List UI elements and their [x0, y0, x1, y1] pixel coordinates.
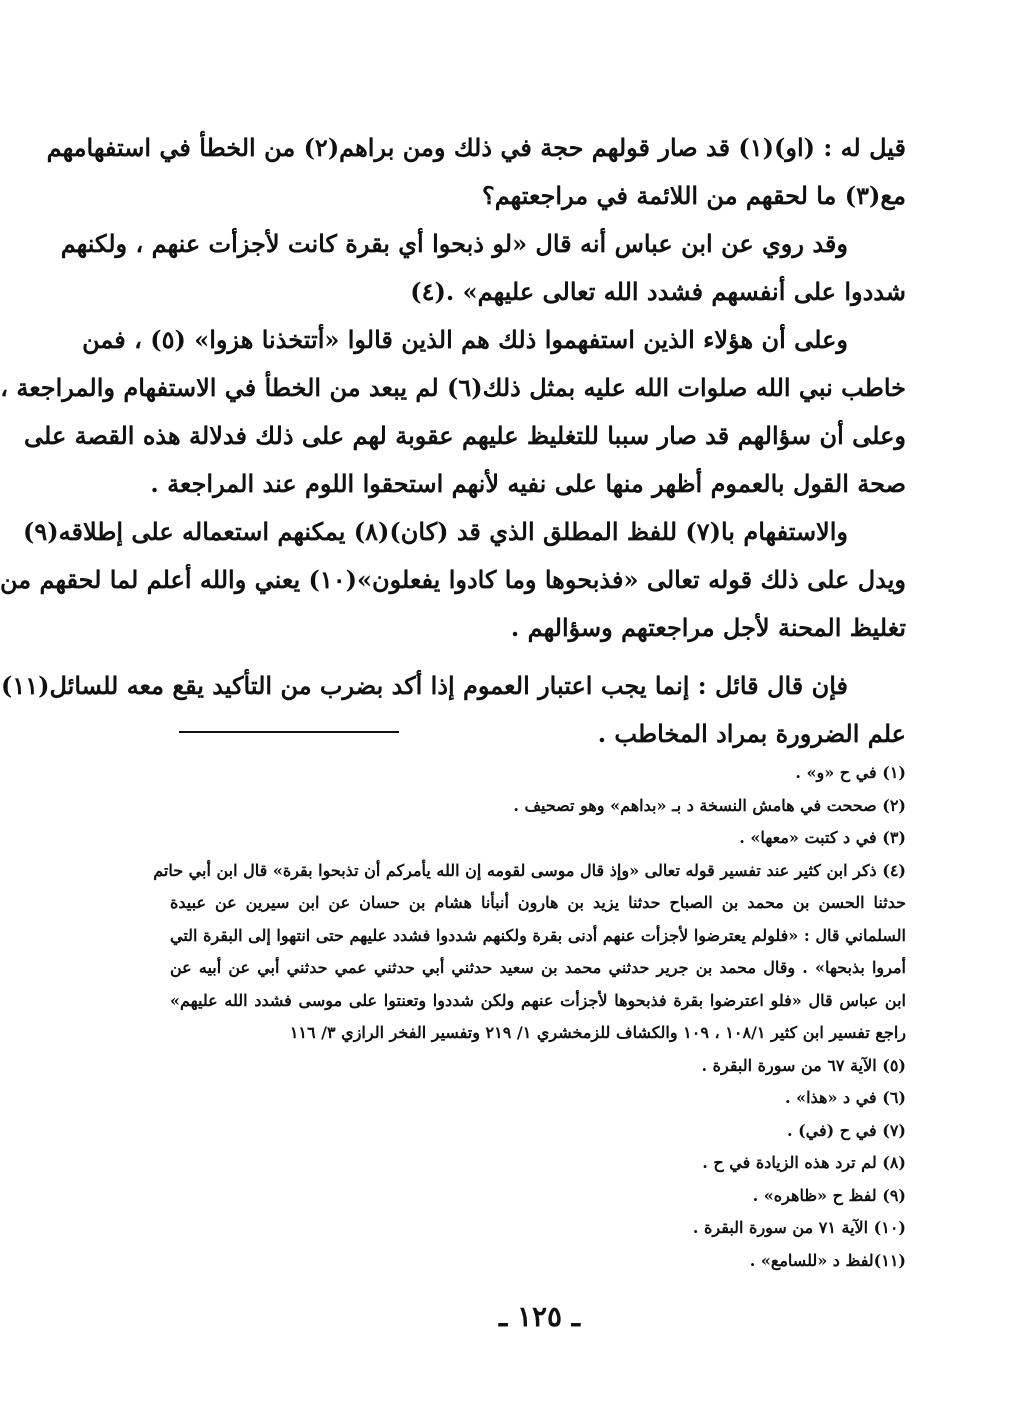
footnote: (٤) ذكر ابن كثير عند تفسير قوله تعالى «وإذ قال موسى لقومه إن الله يأمركم أن تذبحوا بقرة» قال ابن أبي حاتم	[153, 860, 906, 880]
paragraph-4	[0, 508, 906, 652]
footnote-continuation: راجع تفسير ابن كثير ١٠٨/١ ، ١٠٩ والكشاف للزمخشري ١/ ٢١٩ وتفسير الفخر الرازي ٣/ ١١٦	[289, 1023, 906, 1042]
text-line: قيل له : (او)(١) قد صار قولهم حجة في ذلك ومن براهم(٢) من الخطأ في استفهامهم	[46, 133, 906, 162]
footnote: (٩) لفظ ح «ظاهره» .	[752, 1185, 906, 1205]
text-line: وقد روي عن ابن عباس أنه قال «لو ذبحوا أي بقرة كانت لأجزأت عنهم ، ولكنهم	[60, 229, 848, 258]
footnote: (٢) صححت في هامش النسخة د بـ «بداهم» وهو تصحيف .	[513, 795, 906, 815]
paragraph-3	[0, 316, 906, 508]
footnote: (٣) في د كتبت «معها» .	[739, 828, 906, 847]
text-line: صحة القول بالعموم أظهر منها على نفيه لأنهم استحقوا اللوم عند المراجعة .	[150, 469, 906, 498]
footnotes	[153, 757, 906, 1277]
text-line: ويدل على ذلك قوله تعالى «فذبحوها وما كادوا يفعلون»(١٠) يعني والله أعلم لما لحقهم من	[0, 565, 906, 594]
footnote: (٦) في د «هذا» .	[785, 1088, 906, 1107]
text-line: خاطب نبي الله صلوات الله عليه بمثل ذلك(٦) لم يبعد من الخطأ في الاستفهام والمراجعة ،	[0, 373, 906, 402]
footnote-continuation: حدثنا الحسن بن محمد بن الصباح حدثنا يزيد بن هارون أنبأنا هشام بن حسان عن ابن سيرين عن عبيدة	[170, 893, 906, 912]
footnote-continuation: ابن عباس قال «فلو اعترضوا بقرة فذبحوها لأجزأت عنهم ولكن شددوا وتعنتوا على موسى فشدد الله عليهم»	[170, 990, 906, 1010]
text-line: علم الضرورة بمراد المخاطب .	[597, 719, 906, 748]
text-line: وعلى أن هؤلاء الذين استفهموا ذلك هم الذين قالوا «أتتخذنا هزوا» (٥) ، فمن	[82, 325, 848, 354]
main-text	[0, 124, 906, 758]
footnote-continuation: السلماني قال : «فلولم يعترضوا لأجزأت عنهم أدنى بقرة ولكنهم شددوا فشدد عليهم حتى انتهوا إلى البقرة التي	[170, 925, 906, 945]
footnote: (٨) لم ترد هذه الزيادة في ح .	[702, 1153, 906, 1172]
paragraph-2	[60, 220, 906, 316]
paragraph-5	[1, 662, 906, 758]
footnote: (١١)لفظ د «للسامع» .	[749, 1250, 906, 1270]
text-line: مع(٣) ما لحقهم من اللائمة في مراجعتهم؟	[481, 181, 906, 210]
footnote: (١) في ح «و» .	[795, 763, 906, 782]
text-line: شددوا على أنفسهم فشدد الله تعالى عليهم» .(٤)	[410, 277, 906, 306]
footnote-separator	[179, 731, 399, 733]
paragraph-1	[46, 124, 906, 220]
footnote: (١٠) الآية ٧١ من سورة البقرة .	[692, 1218, 906, 1237]
page-number: ـ ١٢٥ ـ	[498, 1300, 581, 1333]
footnote: (٥) الآية ٦٧ من سورة البقرة .	[701, 1055, 906, 1075]
text-line: وعلى أن سؤالهم قد صار سببا للتغليظ عليهم عقوبة لهم على ذلك فدلالة هذه القصة على	[24, 421, 906, 450]
text-line: والاستفهام با(٧) للفظ المطلق الذي قد (كان)(٨) يمكنهم استعماله على إطلاقه(٩)	[23, 517, 848, 546]
text-line: تغليظ المحنة لأجل مراجعتهم وسؤالهم .	[510, 613, 906, 642]
footnote-continuation: أمروا بذبحها» . وقال محمد بن جرير حدثني محمد بن سعيد حدثني أبي حدثني عمي حدثني أبي عن أبيه عن	[170, 958, 906, 977]
text-line: فإن قال قائل : إنما يجب اعتبار العموم إذا أكد بضرب من التأكيد يقع معه للسائل(١١)	[1, 671, 848, 700]
footnote: (٧) في ح (في) .	[786, 1120, 906, 1140]
